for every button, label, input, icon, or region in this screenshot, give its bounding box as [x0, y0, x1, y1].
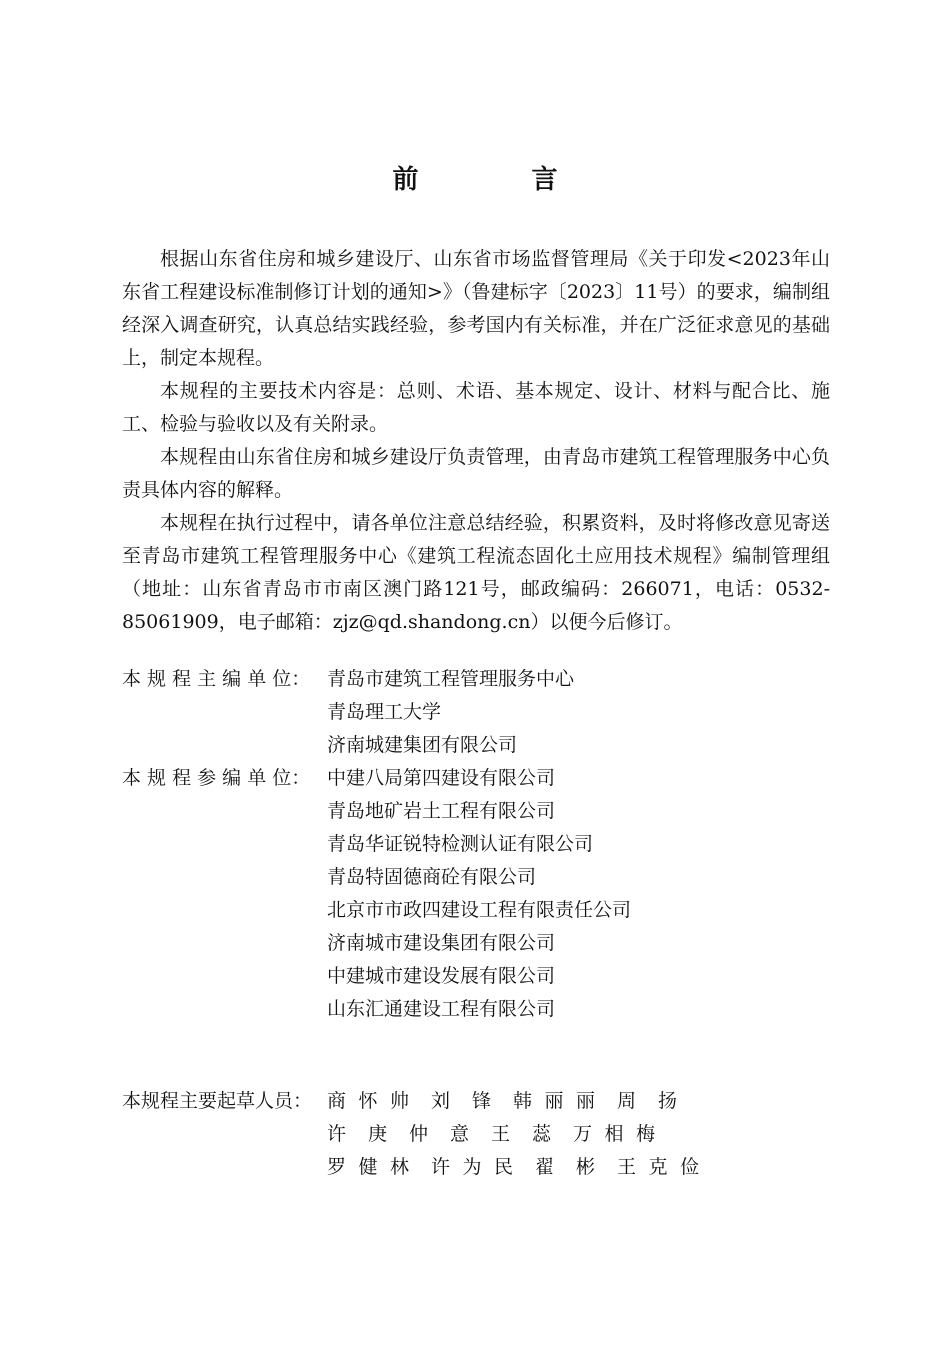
participating-units-list	[327, 762, 830, 1026]
unit-item: 青岛特固德商砼有限公司	[327, 866, 537, 888]
drafter-name: 万相梅	[573, 1123, 655, 1145]
drafter-name: 王克俭	[617, 1156, 699, 1178]
drafter-name: 许为民	[431, 1156, 513, 1178]
preface-body	[122, 243, 830, 639]
unit-item: 青岛地矿岩土工程有限公司	[327, 800, 556, 822]
page-title: 前 言	[392, 165, 610, 195]
drafter-name: 王 蕊	[491, 1123, 551, 1145]
unit-item: 北京市市政四建设工程有限责任公司	[327, 899, 632, 921]
unit-item: 青岛市建筑工程管理服务中心	[327, 668, 575, 690]
drafter-name: 商怀帅	[327, 1090, 409, 1112]
drafters-section	[122, 1085, 830, 1184]
unit-item: 中建八局第四建设有限公司	[327, 767, 556, 789]
unit-item: 中建城市建设发展有限公司	[327, 965, 556, 987]
chief-units-list	[327, 663, 830, 762]
drafters-list	[327, 1085, 721, 1184]
drafter-name: 仲 意	[409, 1123, 469, 1145]
unit-item: 济南城市建设集团有限公司	[327, 932, 556, 954]
paragraph-feedback: 本规程在执行过程中，请各单位注意总结经验，积累资料，及时将修改意见寄送至青岛市建筑工程管理服务中心《建筑工程流态固化土应用技术规程》编制管理组（地址：山东省青岛市市南区澳门路121号，邮政编码：266071，电话：0532-85061909，电子邮箱：zjz@qd.shandong.cn）以便今后修订。	[122, 512, 830, 633]
paragraph-content: 本规程的主要技术内容是：总则、术语、基本规定、设计、材料与配合比、施工、检验与验收以及有关附录。	[122, 380, 830, 435]
paragraph-management: 本规程由山东省住房和城乡建设厅负责管理，由青岛市建筑工程管理服务中心负责具体内容的解释。	[122, 446, 830, 501]
unit-item: 青岛理工大学	[327, 701, 442, 723]
unit-item: 青岛华证锐特检测认证有限公司	[327, 833, 594, 855]
drafter-row	[327, 1118, 721, 1151]
unit-section	[122, 663, 830, 1026]
drafter-name: 许 庚	[327, 1123, 387, 1145]
drafter-name: 韩丽丽	[513, 1090, 595, 1112]
drafter-name: 罗健林	[327, 1156, 409, 1178]
drafter-name: 翟 彬	[535, 1156, 595, 1178]
drafter-name: 周 扬	[617, 1090, 677, 1112]
drafters-label: 本规程主要起草人员：	[122, 1090, 313, 1112]
chief-units-label: 本 规 程 主 编 单 位：	[122, 668, 311, 690]
participating-units	[122, 762, 830, 1026]
paragraph-basis: 根据山东省住房和城乡建设厅、山东省市场监督管理局《关于印发<2023年山东省工程建设标准制修订计划的通知>》（鲁建标字〔2023〕11号）的要求，编制组经深入调查研究，认真总结实践经验，参考国内有关标准，并在广泛征求意见的基础上，制定本规程。	[122, 248, 830, 369]
drafter-row	[327, 1151, 721, 1184]
unit-item: 山东汇通建设工程有限公司	[327, 998, 556, 1020]
participating-units-label: 本 规 程 参 编 单 位：	[122, 767, 311, 789]
drafter-row	[327, 1085, 721, 1118]
drafter-name: 刘 锋	[431, 1090, 491, 1112]
unit-item: 济南城建集团有限公司	[327, 734, 518, 756]
chief-units	[122, 663, 830, 762]
